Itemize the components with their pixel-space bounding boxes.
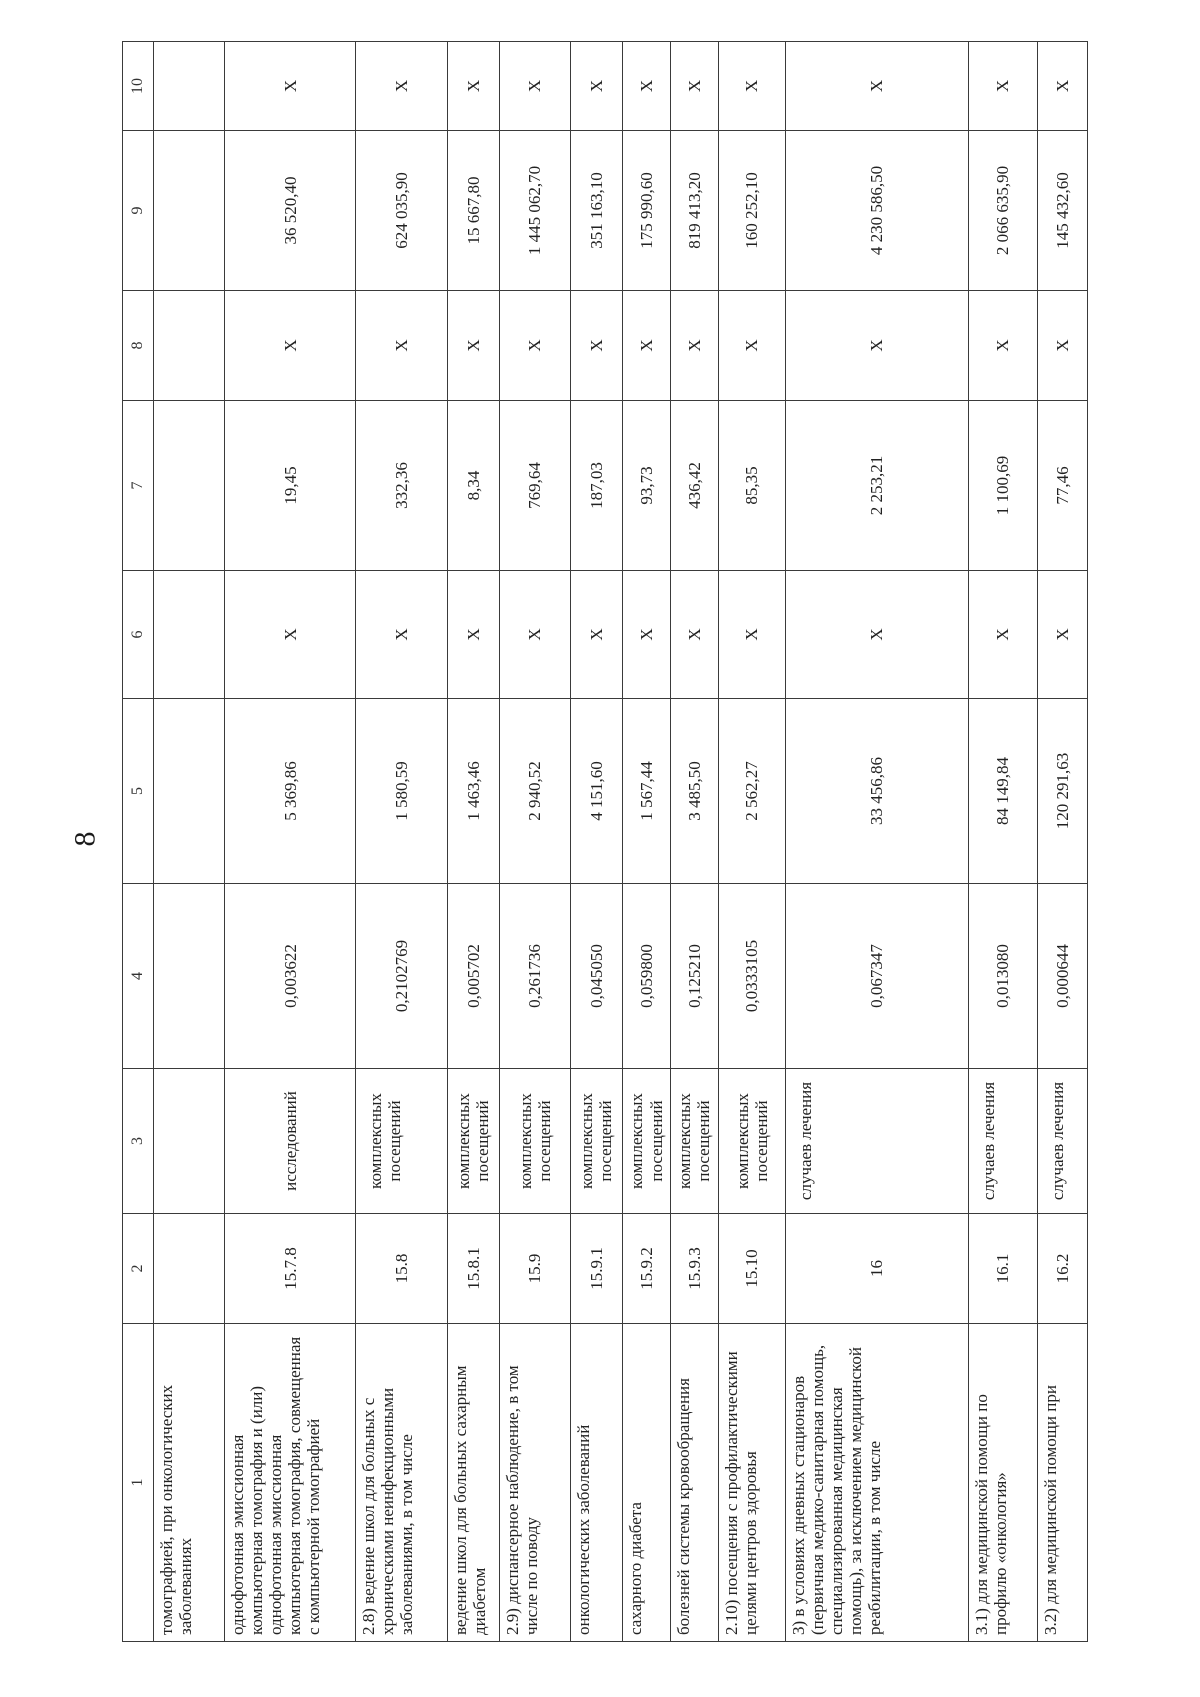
table-row [570, 42, 622, 1642]
row-unit: случаев лечения [785, 1069, 968, 1214]
row-code: 16 [785, 1214, 968, 1324]
row-name: однофотонная эмиссионная компьютерная томография и (или) однофотонная эмиссионная компьютерная томография, совмещенная с компьютерной томографией [224, 1324, 355, 1642]
cell-col7: 8,34 [447, 401, 499, 571]
cell-col9: 175 990,60 [623, 131, 671, 291]
cell-col5: 1 463,46 [447, 699, 499, 884]
cell-col10: Х [447, 42, 499, 131]
row-name: онкологических заболеваний [570, 1324, 622, 1642]
cell-col9: 819 413,20 [670, 131, 718, 291]
row-unit: комплексных посещений [356, 1069, 448, 1214]
cell-col7: 2 253,21 [785, 401, 968, 571]
cell-col10: Х [623, 42, 671, 131]
cell-col4: 0,2102769 [356, 884, 448, 1069]
cell-col8 [154, 291, 225, 401]
cell-col5 [154, 699, 225, 884]
cell-col5: 1 567,44 [623, 699, 671, 884]
row-code: 15.9.1 [570, 1214, 622, 1324]
row-code: 15.9.2 [623, 1214, 671, 1324]
cell-col9: 36 520,40 [224, 131, 355, 291]
column-header: 5 [123, 699, 154, 884]
cell-col7: 332,36 [356, 401, 448, 571]
row-unit: комплексных посещений [718, 1069, 785, 1214]
cell-col5: 5 369,86 [224, 699, 355, 884]
cell-col8: Х [785, 291, 968, 401]
cell-col7: 19,45 [224, 401, 355, 571]
cell-col6: Х [570, 571, 622, 699]
cell-col4: 0,003622 [224, 884, 355, 1069]
cell-col10: Х [500, 42, 571, 131]
cell-col6: Х [785, 571, 968, 699]
cell-col9: 145 432,60 [1037, 131, 1087, 291]
cell-col7: 77,46 [1037, 401, 1087, 571]
row-name: 2.9) диспансерное наблюдение, в том числе по поводу [500, 1324, 571, 1642]
cell-col10: Х [570, 42, 622, 131]
cell-col6: Х [224, 571, 355, 699]
cell-col7: 93,73 [623, 401, 671, 571]
row-code: 15.9.3 [670, 1214, 718, 1324]
cell-col10: Х [1037, 42, 1087, 131]
cell-col9: 160 252,10 [718, 131, 785, 291]
row-unit [154, 1069, 225, 1214]
cell-col5: 120 291,63 [1037, 699, 1087, 884]
table-row [447, 42, 499, 1642]
row-unit: комплексных посещений [623, 1069, 671, 1214]
cell-col7: 1 100,69 [969, 401, 1038, 571]
row-unit: комплексных посещений [500, 1069, 571, 1214]
row-unit: случаев лечения [969, 1069, 1038, 1214]
table-row [356, 42, 448, 1642]
row-name: 2.8) ведение школ для больных с хроническими неинфекционными заболеваниями, в том числе [356, 1324, 448, 1642]
data-table [122, 41, 1088, 1642]
cell-col10: Х [670, 42, 718, 131]
cell-col9: 624 035,90 [356, 131, 448, 291]
cell-col6: Х [356, 571, 448, 699]
cell-col9 [154, 131, 225, 291]
cell-col10: Х [969, 42, 1038, 131]
column-header: 7 [123, 401, 154, 571]
cell-col6: Х [969, 571, 1038, 699]
table-row [154, 42, 225, 1642]
cell-col5: 84 149,84 [969, 699, 1038, 884]
table-row [623, 42, 671, 1642]
cell-col7: 436,42 [670, 401, 718, 571]
row-code [154, 1214, 225, 1324]
cell-col6: Х [670, 571, 718, 699]
cell-col7 [154, 401, 225, 571]
cell-col8: Х [570, 291, 622, 401]
cell-col10: Х [224, 42, 355, 131]
cell-col4: 0,045050 [570, 884, 622, 1069]
cell-col10: Х [718, 42, 785, 131]
row-name: 3.2) для медицинской помощи при [1037, 1324, 1087, 1642]
cell-col7: 769,64 [500, 401, 571, 571]
cell-col8: Х [500, 291, 571, 401]
row-code: 16.2 [1037, 1214, 1087, 1324]
cell-col7: 187,03 [570, 401, 622, 571]
row-name: 2.10) посещения с профилактическими целями центров здоровья [718, 1324, 785, 1642]
row-name: 3) в условиях дневных стационаров (первичная медико-санитарная помощь, специализированная медицинская помощь), за исключением медицинской реабилитации, в том числе [785, 1324, 968, 1642]
cell-col4: 0,0333105 [718, 884, 785, 1069]
cell-col8: Х [224, 291, 355, 401]
cell-col9: 1 445 062,70 [500, 131, 571, 291]
cell-col4 [154, 884, 225, 1069]
cell-col9: 4 230 586,50 [785, 131, 968, 291]
column-header: 9 [123, 131, 154, 291]
cell-col5: 4 151,60 [570, 699, 622, 884]
table-row [500, 42, 571, 1642]
cell-col6: Х [623, 571, 671, 699]
column-header: 2 [123, 1214, 154, 1324]
row-unit: комплексных посещений [670, 1069, 718, 1214]
row-unit: исследований [224, 1069, 355, 1214]
cell-col9: 2 066 635,90 [969, 131, 1038, 291]
cell-col4: 0,067347 [785, 884, 968, 1069]
cell-col6: Х [1037, 571, 1087, 699]
column-header: 8 [123, 291, 154, 401]
row-code: 15.10 [718, 1214, 785, 1324]
row-name: 3.1) для медицинской помощи по профилю «онкология» [969, 1324, 1038, 1642]
cell-col5: 2 940,52 [500, 699, 571, 884]
cell-col5: 2 562,27 [718, 699, 785, 884]
column-header: 1 [123, 1324, 154, 1642]
table-row [718, 42, 785, 1642]
row-code: 15.8.1 [447, 1214, 499, 1324]
row-name: томографией, при онкологических заболеваниях [154, 1324, 225, 1642]
cell-col4: 0,261736 [500, 884, 571, 1069]
row-unit: комплексных посещений [570, 1069, 622, 1214]
cell-col10 [154, 42, 225, 131]
row-code: 15.7.8 [224, 1214, 355, 1324]
table-row [670, 42, 718, 1642]
cell-col6 [154, 571, 225, 699]
cell-col5: 3 485,50 [670, 699, 718, 884]
cell-col10: Х [785, 42, 968, 131]
row-name: болезней системы кровообращения [670, 1324, 718, 1642]
cell-col8: Х [356, 291, 448, 401]
row-name: сахарного диабета [623, 1324, 671, 1642]
header-row [123, 42, 154, 1642]
cell-col4: 0,013080 [969, 884, 1038, 1069]
cell-col4: 0,005702 [447, 884, 499, 1069]
row-unit: случаев лечения [1037, 1069, 1087, 1214]
cell-col6: Х [718, 571, 785, 699]
table-row [969, 42, 1038, 1642]
column-header: 3 [123, 1069, 154, 1214]
cell-col9: 15 667,80 [447, 131, 499, 291]
table-row [785, 42, 968, 1642]
cell-col5: 33 456,86 [785, 699, 968, 884]
row-name: ведение школ для больных сахарным диабетом [447, 1324, 499, 1642]
table-row [224, 42, 355, 1642]
cell-col4: 0,125210 [670, 884, 718, 1069]
cell-col8: Х [670, 291, 718, 401]
cell-col5: 1 580,59 [356, 699, 448, 884]
cell-col8: Х [718, 291, 785, 401]
row-code: 15.8 [356, 1214, 448, 1324]
cell-col10: Х [356, 42, 448, 131]
cell-col7: 85,35 [718, 401, 785, 571]
cell-col8: Х [623, 291, 671, 401]
page-number: 8 [68, 831, 102, 847]
column-header: 10 [123, 42, 154, 131]
cell-col8: Х [969, 291, 1038, 401]
rotated-table-container [122, 42, 1088, 1642]
cell-col8: Х [1037, 291, 1087, 401]
cell-col4: 0,059800 [623, 884, 671, 1069]
cell-col4: 0,000644 [1037, 884, 1087, 1069]
cell-col9: 351 163,10 [570, 131, 622, 291]
row-unit: комплексных посещений [447, 1069, 499, 1214]
cell-col6: Х [447, 571, 499, 699]
table-row [1037, 42, 1087, 1642]
column-header: 4 [123, 884, 154, 1069]
column-header: 6 [123, 571, 154, 699]
row-code: 15.9 [500, 1214, 571, 1324]
cell-col8: Х [447, 291, 499, 401]
cell-col6: Х [500, 571, 571, 699]
row-code: 16.1 [969, 1214, 1038, 1324]
